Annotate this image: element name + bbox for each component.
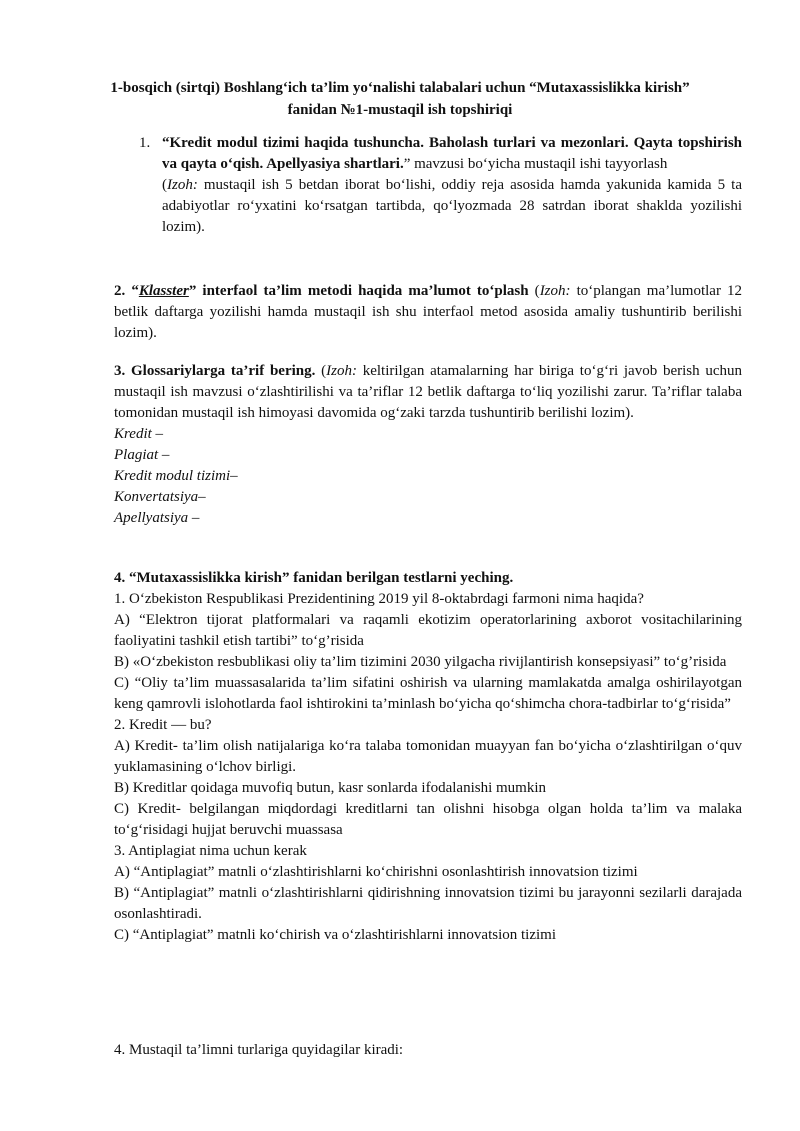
note-text: to‘plangan ma’lumotlar 12 betlik daftarga yozilishi hamda mustaqil ish shu interfaol metod asosida amaliy tushuntirib berilishi lozim). [114,283,743,341]
note-text: keltirilgan atamalarning har biriga to‘g‘ri javob berish uchun mustaqil ish mavzusi o‘zlashtirilishi va ta’riflar 12 betlik daftarga to‘liq yozilishi zarur. Ta’riflar talaba tomonidan mustaqil ish himoyasi davomida og‘zaki tarzda tushuntirib berilishi lozim). [114,363,743,421]
glossary-term: Apellyatsiya – [114,510,200,526]
task-2-topic: ” interfaol ta’lim metodi haqida ma’lumot to‘plash [188,283,529,299]
note-open-paren: ( [162,177,167,193]
task-2 [114,281,742,344]
title-line-1: 1-bosqich (sirtqi) Boshlang‘ich ta’lim yo‘nalishi talabalari uchun “Mutaxassislikka kirish” [110,80,690,96]
test-line: A) Kredit- ta’lim olish natijalariga ko‘ra talaba tomonidan muayyan fan bo‘yicha o‘zlashtirilgan o‘quv yuklamasining o‘lchov birligi. [114,738,742,775]
title-line-2: fanidan №1-mustaqil ish topshiriqi [287,102,513,118]
note-label: Izoh: [539,283,571,299]
test-line: A) “Elektron tijorat platformalari va raqamli ekotizim operatorlarining axborot vositachilarining faoliyatini tashkil etish tartibi” to‘g’risida [114,612,742,649]
document-title [110,77,690,121]
test-line: A) “Antiplagiat” matnli o‘zlashtirishlarni ko‘chirishni osonlashtirish innovatsion tizimi [114,864,638,880]
task-3 [114,361,742,529]
test-line: 1. O‘zbekiston Respublikasi Prezidentining 2019 yil 8-oktabrdagi farmoni nima haqida? [114,591,644,607]
test-question-4: 4. Mustaqil ta’limni turlariga quyidagilar kiradi: [114,1042,404,1058]
glossary-term: Konvertatsiya– [114,489,206,505]
glossary-term: Plagiat – [114,447,170,463]
test-line: B) “Antiplagiat” matnli o‘zlashtirishlarni qidirishning innovatsion tizimi bu jarayonni sezilarli darajada osonlashtiradi. [114,885,742,922]
test-line: C) Kredit- belgilangan miqdordagi kreditlarni tan olishni hisobga olgan holda ta’lim va malaka to‘g‘risidagi hujjat beruvchi muassasa [114,801,742,838]
task-1-topic: “Kredit modul tizimi haqida tushuncha. Baholash turlari va mezonlari. Qayta topshirish va qayta o‘qish. Apellyasiya shartlari. [162,135,742,172]
task-1 [162,133,742,238]
task-1-note [162,175,742,238]
task-1-number: 1. [139,135,151,151]
task-1-instruction: ” mavzusi bo‘yicha mustaqil ishi tayyorlash [403,156,668,172]
note-open-paren: ( [315,363,327,379]
test-line: C) “Antiplagiat” matnli ko‘chirish va o‘zlashtirishlarni innovatsion tizimi [114,927,556,943]
task-2-prefix: 2. “ [114,283,139,299]
test-line: B) Kreditlar qoidaga muvofiq butun, kasr sonlarda ifodalanishi mumkin [114,780,546,796]
glossary-term: Kredit – [114,426,164,442]
note-text: mustaqil ish 5 betdan iborat bo‘lishi, oddiy reja asosida hamda yakunida kamida 5 ta adabiyotlar ro‘yxatini ko‘rsatgan tartibda, qo‘lyozmada 28 satrdan iborat shaklda yozilishi lozim). [162,177,742,235]
test-line: 3. Antiplagiat nima uchun kerak [114,843,307,859]
note-label: Izoh: [326,363,357,379]
task-3-topic: 3. Glossariylarga ta’rif bering. [114,363,316,379]
task-2-keyword: Klasster [138,283,189,299]
test-line: C) “Oliy ta’lim muassasalarida ta’lim sifatini oshirish va ularning mamlakatda amalga oshirilayotgan keng qamrovli islohotlarda faol ishtirokini ta’minlash bo‘yicha qo‘shimcha chora-tadbirlar to‘g‘risida” [114,675,742,712]
task-4 [114,568,742,946]
test-line: 2. Kredit — bu? [114,717,212,733]
note-open-paren: ( [528,283,540,299]
note-label: Izoh: [167,177,198,193]
glossary-term: Kredit modul tizimi– [114,468,238,484]
test-line: B) «O‘zbekiston resbublikasi oliy ta’lim tizimini 2030 yilgacha rivijlantirish konsepsiyasi” to‘g’risida [114,654,727,670]
task-4-heading: 4. “Mutaxassislikka kirish” fanidan berilgan testlarni yeching. [114,570,514,586]
